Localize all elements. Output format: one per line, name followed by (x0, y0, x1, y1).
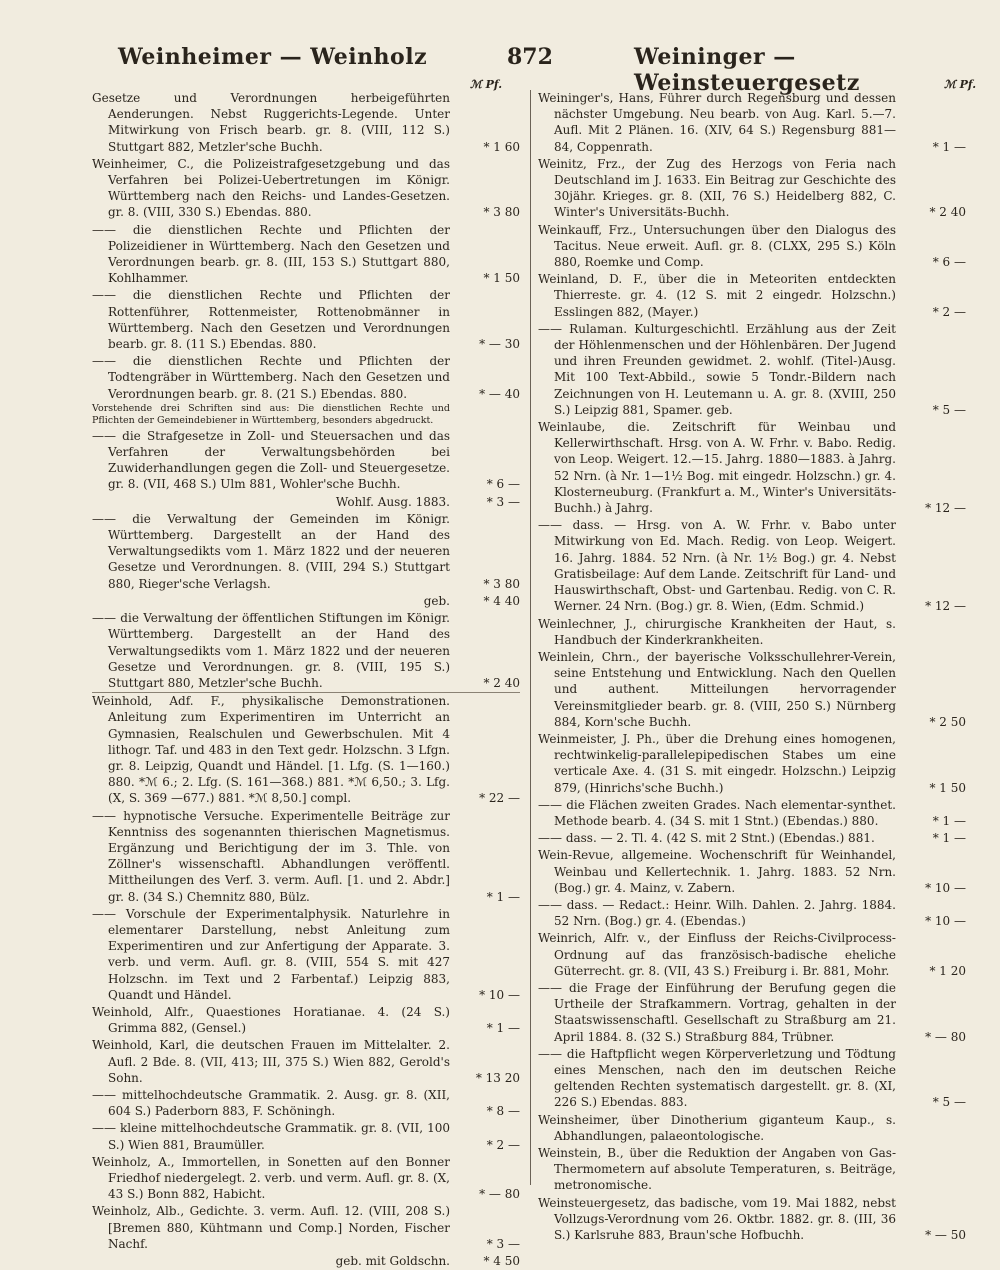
entry-price: * 3 — (486, 494, 520, 509)
entry-price: * 3 80 (483, 205, 520, 220)
entry-text: Weinholz, A., Immortellen, in Sonetten auf den Bonner Friedhof niedergelegt. 2. verb. und verm. Aufl. gr. 8. (X, 43 S.) Bonn 882, Habicht. (92, 1154, 450, 1202)
entry-price: * 10 — (925, 880, 966, 895)
entry-text: —— Rulaman. Kulturgeschichtl. Erzählung aus der Zeit der Höhlenmenschen und der Höhlenbären. Der Jugend und ihren Freunden gewidmet. 2. wohlf. (Titel-)Ausg. Mit 100 Text-Abbild., sowie 5 Tondr.-Bildern nach Zeichnungen von H. Leutemann u. A. gr. 8. (XVIII, 250 S.) Leipzig 881, Spamer. geb. (538, 321, 896, 417)
entry-price: * 1 — (932, 139, 966, 154)
entry-price: * 4 50 (483, 1254, 520, 1269)
entry-price: * — 50 (925, 1228, 966, 1243)
catalog-entry (92, 403, 520, 428)
entry-price: * 1 — (932, 831, 966, 846)
entry-price: * — 80 (925, 1029, 966, 1044)
entry-text: —— hypnotische Versuche. Experimentelle Beiträge zur Kenntniss des sogenannten thierischen Magnetismus. Ergänzung und Berichtigung der im 3. Thle. von Zöllner's wissenschaftl. Abhandlungen veröffentl. Mittheilungen des Verf. 3. verm. Aufl. [1. und 2. Abdr.] gr. 8. (34 S.) Chemnitz 880, Bülz. (92, 808, 450, 904)
catalog-entry (538, 419, 966, 517)
entry-text: Weinheimer, C., die Polizeistrafgesetzgebung und das Verfahren bei Polizei-Uebertretungen im Königr. Württemberg nach den Reichs- und Landes-Gesetzen. gr. 8. (VIII, 330 S.) Ebendas. 880. (92, 156, 450, 220)
entry-price: * — 80 (479, 1187, 520, 1202)
catalog-entry (538, 222, 966, 272)
entry-text: —— die dienstlichen Rechte und Pflichten der Polizeidiener in Württemberg. Nach den Gesetzen und Verordnungen bearb. gr. 8. (III, 153 S.) Stuttgart 880, Kohlhammer. (92, 222, 450, 286)
currency-heading-left: ℳ Pf. (470, 78, 503, 91)
entry-price: * 1 20 (929, 963, 966, 978)
entry-text: —— dass. — 2. Tl. 4. (42 S. mit 2 Stnt.) (Ebendas.) 881. (538, 831, 875, 846)
catalog-entry (538, 649, 966, 731)
entry-text: Wein-Revue, allgemeine. Wochenschrift für Weinhandel, Weinbau und Kellertechnik. 1. Jahrg. 1883. 52 Nrn. (Bog.) gr. 4. Mainz, v. Zabern. (538, 848, 896, 895)
entry-text: —— die dienstlichen Rechte und Pflichten der Rottenführer, Rottenmeister, Rottenobmänner in Württemberg. Nach den Gesetzen und Verordnungen bearb. gr. 8. (11 S.) Ebendas. 880. (92, 288, 450, 352)
catalog-entry (92, 1253, 520, 1270)
entry-price: * 6 — (486, 477, 520, 492)
catalog-entry (92, 1037, 520, 1087)
entry-price: * 6 — (932, 255, 966, 270)
entry-text: Weinmeister, J. Ph., über die Drehung eines homogenen, rechtwinkelig-parallelepipedischen Stabes um eine verticale Axe. 4. (31 S. mit eingedr. Holzschn.) Leipzig 879, (Hinrichs'sche Buchh.) (538, 731, 896, 795)
catalog-entry (92, 1120, 520, 1153)
catalog-entry (538, 517, 966, 615)
entry-price: * — 40 (479, 386, 520, 401)
entry-price: * 1 50 (483, 271, 520, 286)
currency-heading-right: ℳ Pf. (944, 78, 977, 91)
catalog-entry (538, 797, 966, 830)
entry-text: Weinkauff, Frz., Untersuchungen über den Dialogus des Tacitus. Neue erweit. Aufl. gr. 8. (CLXX, 295 S.) Köln 880, Roemke und Comp. (538, 222, 896, 270)
catalog-entry (92, 1203, 520, 1253)
entry-text: —— die Haftpflicht wegen Körperverletzung und Tödtung eines Menschen, nach den im deutschen Reiche geltenden Rechten systematisch dargestellt. gr. 8. (XI, 226 S.) Ebendas. 883. (538, 1046, 896, 1110)
entry-price: * 8 — (486, 1104, 520, 1119)
catalog-entry (92, 353, 520, 403)
catalog-entry (92, 156, 520, 222)
entry-text: Weinlechner, J., chirurgische Krankheiten der Haut, s. Handbuch der Kinderkrankheiten. (538, 616, 896, 647)
entry-text: —— dass. — Redact.: Heinr. Wilh. Dahlen. 2. Jahrg. 1884. 52 Nrn. (Bog.) gr. 4. (Ebendas.) (538, 897, 896, 929)
entry-price: * 12 — (925, 599, 966, 614)
catalog-entry (92, 511, 520, 593)
catalog-entry (92, 428, 520, 494)
catalog-entry (538, 321, 966, 419)
entry-price: * 1 50 (929, 780, 966, 795)
catalog-entry (92, 494, 520, 511)
entry-text: Weinhold, Alfr., Quaestiones Horatianae. 4. (24 S.) Grimma 882, (Gensel.) (92, 1004, 450, 1036)
entry-price: * 1 — (932, 813, 966, 828)
entry-text: Weinitz, Frz., der Zug des Herzogs von Feria nach Deutschland im J. 1633. Ein Beitrag zur Geschichte des 30jähr. Krieges. gr. 8. (XII, 76 S.) Heidelberg 882, C. Winter's Universitäts-Buchh. (538, 156, 896, 220)
entry-price: * 1 — (486, 889, 520, 904)
catalog-entry (538, 830, 966, 847)
entry-text: —— die Verwaltung der Gemeinden im Königr. Württemberg. Dargestellt an der Hand des Verwaltungsedikts vom 1. März 1822 und der neueren Gesetze und Verordnungen. 8. (VIII, 294 S.) Stuttgart 880, Rieger'sche Verlagsh. (92, 511, 450, 591)
entry-text: geb. mit Goldschn. (335, 1254, 450, 1269)
entry-text: —— dass. — Hrsg. von A. W. Frhr. v. Babo unter Mitwirkung von Ed. Mach. Redig. von Leop. Weigert. 16. Jahrg. 1884. 52 Nrn. (à Nr. 1½ Bog.) gr. 4. Nebst Gratisbeilage: Auf dem Lande. Zeitschrift für Land- und Hauswirthschaft, Obst- und Gartenbau. Redig. von C. R. Werner. 24 Nrn. (Bog.) gr. 8. Wien, (Edm. Schmid.) (538, 518, 896, 614)
catalog-entry (538, 616, 966, 649)
catalog-entry (538, 1195, 966, 1245)
entry-price: * 4 40 (483, 593, 520, 608)
catalog-entry (538, 90, 966, 156)
catalog-entry (538, 1112, 966, 1145)
entry-text: Weinhold, Adf. F., physikalische Demonstrationen. Anleitung zum Experimentiren im Unterricht an Gymnasien, Realschulen und Gewerbschulen. Mit 4 lithogr. Taf. und 483 in den Text gedr. Holzschn. 3 Lfgn. gr. 8. Leipzig, Quandt und Händel. [1. Lfg. (S. 1—160.) 880. *ℳ 6.; 2. Lfg. (S. 161—368.) 881. *ℳ 6,50.; 3. Lfg. (X, S. 369 —677.) 881. *ℳ 8,50.] compl. (92, 694, 450, 806)
entry-text: Wohlf. Ausg. 1883. (335, 494, 450, 509)
catalog-entry (538, 897, 966, 930)
running-head-right: Weininger — Weinsteuergesetz (634, 44, 860, 96)
entry-text: Vorstehende drei Schriften sind aus: Die dienstlichen Rechte und Pflichten der Gemeindebiener in Württemberg, besonders abgedruckt. (92, 402, 450, 426)
entry-text: —— die Strafgesetze in Zoll- und Steuersachen und das Verfahren der Verwaltungsbehörden bei Zuwiderhandlungen gegen die Zoll- und Steuergesetze. gr. 8. (VII, 468 S.) Ulm 881, Wohler'sche Buchh. (92, 428, 450, 492)
catalog-entry (538, 980, 966, 1046)
entry-text: —— kleine mittelhochdeutsche Grammatik. gr. 8. (VII, 100 S.) Wien 881, Braumüller. (92, 1121, 450, 1152)
entry-price: * 22 — (479, 791, 520, 806)
catalog-entry (92, 222, 520, 288)
entry-price: * 2 40 (483, 675, 520, 690)
entry-price: * — 30 (479, 337, 520, 352)
entry-text: Weinholz, Alb., Gedichte. 3. verm. Aufl. 12. (VIII, 208 S.) [Bremen 880, Kühtmann und Comp.] Norden, Fischer Nachf. (92, 1204, 450, 1251)
entry-price: * 10 — (479, 987, 520, 1002)
catalog-entry (92, 692, 520, 807)
entry-text: —— die Flächen zweiten Grades. Nach elementar-synthet. Methode bearb. 4. (34 S. mit 1 Stnt.) (Ebendas.) 880. (538, 797, 896, 828)
entry-text: —— die dienstlichen Rechte und Pflichten der Todtengräber in Württemberg. Nach den Gesetzen und Verordnungen bearb. gr. 8. (21 S.) Ebendas. 880. (92, 354, 450, 401)
entry-price: * 5 — (932, 402, 966, 417)
entry-price: * 10 — (925, 914, 966, 929)
entry-price: * 2 50 (929, 714, 966, 729)
entry-price: * 1 60 (483, 139, 520, 154)
entry-price: * 12 — (925, 501, 966, 516)
entry-text: —— mittelhochdeutsche Grammatik. 2. Ausg. gr. 8. (XII, 604 S.) Paderborn 883, F. Schöningh. (92, 1087, 450, 1119)
catalog-entry (538, 156, 966, 222)
entry-text: —— Vorschule der Experimentalphysik. Naturlehre in elementarer Darstellung, nebst Anleitung zum Experimentiren und zur Anfertigung der Apparate. 3. verb. und verm. Aufl. gr. 8. (VIII, 554 S. mit 427 Holzschn. im Text und 2 Farbentaf.) Leipzig 883, Quandt und Händel. (92, 906, 450, 1002)
entry-price: * 2 — (932, 304, 966, 319)
catalog-entry (92, 1004, 520, 1037)
entry-text: Weinlaube, die. Zeitschrift für Weinbau und Kellerwirthschaft. Hrsg. von A. W. Frhr. v. Babo. Redig. von Leop. Weigert. 12.—15. Jahrg. 1880—1883. à Jahrg. 52 Nrn. (à Nr. 1—1½ Bog. mit eingedr. Holzschn.) gr. 4. Klosterneuburg. (Frankfurt a. M., Winter's Universitäts-Buchh.) à Jahrg. (538, 420, 896, 516)
catalog-entry (92, 610, 520, 692)
entry-text: Gesetze und Verordnungen herbeigeführten Aenderungen. Nebst Ruggerichts-Legende. Unter Mitwirkung von Frisch bearb. gr. 8. (VIII, 112 S.) Stuttgart 882, Metzler'sche Buchh. (92, 91, 450, 154)
catalog-entry (92, 593, 520, 610)
entry-text: geb. (423, 593, 450, 608)
entry-text: —— die Frage der Einführung der Berufung gegen die Urtheile der Strafkammern. Vortrag, gehalten in der Staatswissenschaftl. Gesellschaft zu Straßburg am 21. April 1884. 8. (32 S.) Straßburg 884, Trübner. (538, 980, 896, 1044)
page-number: 872 (507, 44, 553, 70)
entry-price: * 2 — (486, 1137, 520, 1152)
catalog-entry (92, 1154, 520, 1204)
entry-price: * 3 80 (483, 576, 520, 591)
column-divider (530, 90, 531, 1185)
entry-price: * 1 — (486, 1021, 520, 1036)
entry-text: Weinland, D. F., über die in Meteoriten entdeckten Thierreste. gr. 4. (12 S. mit 2 eingedr. Holzschn.) Esslingen 882, (Mayer.) (538, 272, 896, 319)
catalog-entry (92, 1087, 520, 1120)
catalog-entry (538, 1046, 966, 1112)
entry-text: Weinsteuergesetz, das badische, vom 19. Mai 1882, nebst Vollzugs-Verordnung vom 26. Oktbr. 1882. gr. 8. (III, 36 S.) Karlsruhe 883, Braun'sche Hofbuchh. (538, 1195, 896, 1243)
entry-price: * 13 20 (475, 1070, 520, 1085)
entry-price: * 5 — (932, 1095, 966, 1110)
catalog-entry (538, 731, 966, 797)
catalog-entry (92, 287, 520, 353)
catalog-entry (92, 906, 520, 1004)
entry-text: Weinlein, Chrn., der bayerische Volksschullehrer-Verein, seine Entstehung und Entwicklung. Nach den Quellen und authent. Mitteilungen hervorragender Vereinsmitglieder bearb. gr. 8. (VIII, 250 S.) Nürnberg 884, Korn'sche Buchh. (538, 649, 896, 729)
entry-text: —— die Verwaltung der öffentlichen Stiftungen im Königr. Württemberg. Dargestellt an der Hand des Verwaltungsedikts vom 1. März 1822 und der neueren Gesetze und Verordnungen. gr. 8. (VIII, 195 S.) Stuttgart 880, Metzler'sche Buchh. (92, 611, 450, 690)
entry-price: * 3 — (486, 1236, 520, 1251)
entry-text: Weinhold, Karl, die deutschen Frauen im Mittelalter. 2. Aufl. 2 Bde. 8. (VII, 413; III, 375 S.) Wien 882, Gerold's Sohn. (92, 1038, 450, 1085)
entry-text: Weinrich, Alfr. v., der Einfluss der Reichs-Civilprocess-Ordnung auf das französisch-badische eheliche Güterrecht. gr. 8. (VII, 43 S.) Freiburg i. Br. 881, Mohr. (538, 931, 896, 978)
catalog-entry (538, 271, 966, 321)
catalog-entry (92, 90, 520, 156)
entry-text: Weinstein, B., über die Reduktion der Angaben von Gas-Thermometern auf absolute Temperaturen, s. Beiträge, metronomische. (538, 1146, 896, 1193)
left-column (92, 90, 520, 1269)
catalog-entry (538, 847, 966, 897)
right-column (538, 90, 966, 1243)
running-head-left: Weinheimer — Weinholz (118, 44, 428, 70)
catalog-entry (92, 808, 520, 906)
entry-price: * 2 40 (929, 205, 966, 220)
catalog-entry (538, 930, 966, 980)
catalog-entry (538, 1145, 966, 1195)
entry-text: Weinsheimer, über Dinotherium giganteum Kaup., s. Abhandlungen, palaeontologische. (538, 1112, 896, 1143)
entry-text: Weininger's, Hans, Führer durch Regensburg und dessen nächster Umgebung. Neu bearb. von Aug. Karl. 5.—7. Aufl. Mit 2 Plänen. 16. (XIV, 64 S.) Regensburg 881—84, Coppenrath. (538, 91, 896, 154)
